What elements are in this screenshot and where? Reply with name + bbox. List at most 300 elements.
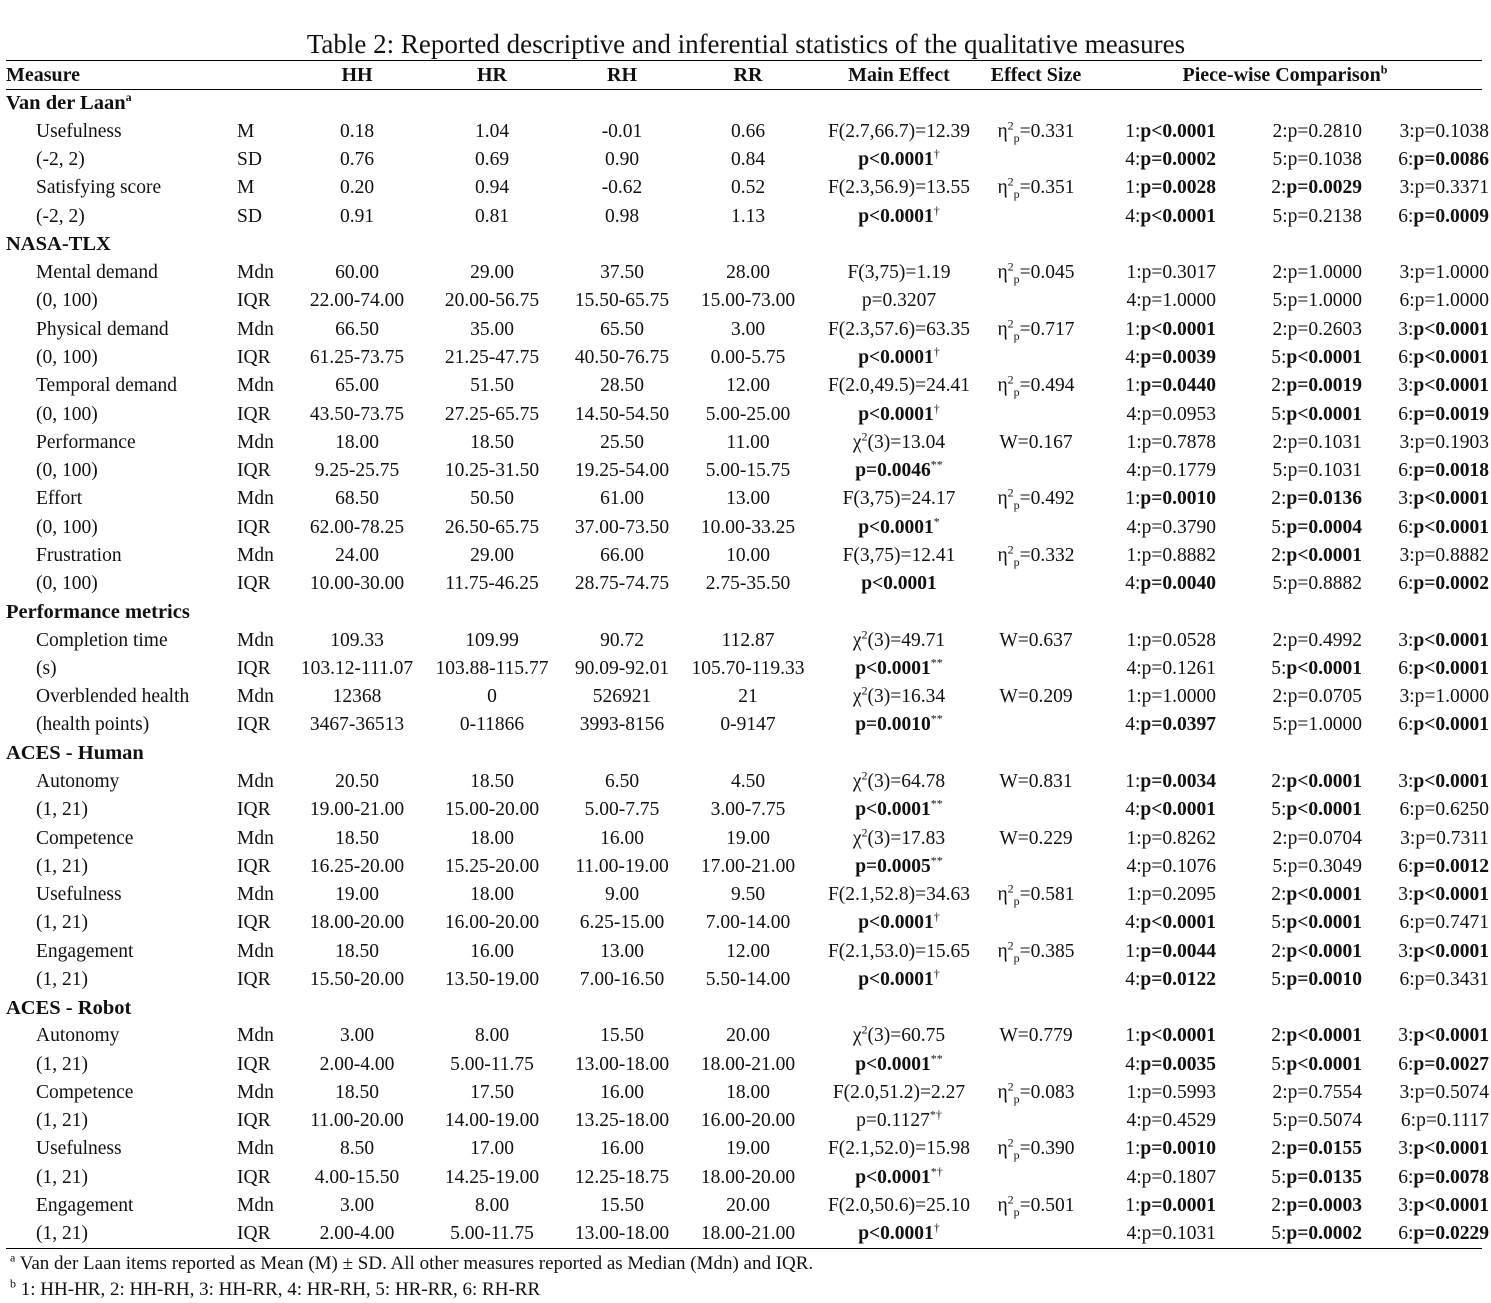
comparison-2 (1216, 1138, 1362, 1160)
comparison-index: 4: (1125, 347, 1141, 369)
main-effect-value: (3)=64.78 (867, 771, 946, 792)
comparison-p-value: p<0.0001 (1286, 799, 1362, 821)
comparison-1 (1088, 488, 1216, 510)
comparison-index: 6: (1398, 149, 1414, 171)
value-cell-hr: 13.50-19.00 (444, 968, 540, 990)
comparison-index: 1: (1125, 1025, 1141, 1047)
comparison-2 (1216, 686, 1362, 708)
table-row (6, 1079, 1482, 1107)
comparison-4 (1088, 1223, 1216, 1245)
value-cell-rr: 18.00-20.00 (700, 1166, 796, 1188)
comparison-index: 1: (1125, 177, 1141, 199)
piecewise-cell (1088, 1051, 1489, 1079)
effect-size-cell (984, 655, 1088, 683)
significance-mark: * (933, 514, 940, 529)
eta-subscript: p (1013, 328, 1020, 343)
comparison-p-value: p=0.0019 (1286, 375, 1362, 397)
table-row (6, 542, 1482, 570)
comparison-index: 6: (1399, 799, 1415, 821)
comparison-p-value: p=0.0009 (1413, 205, 1489, 227)
comparison-2 (1216, 262, 1362, 284)
comparison-5 (1216, 347, 1362, 369)
value-cell-rh: 90.72 (600, 629, 644, 651)
stat-type-cell: Mdn (237, 262, 274, 284)
measure-cell: Performance (36, 431, 136, 453)
comparison-1 (1088, 319, 1216, 341)
main-effect-value: F(2.1,53.0)=15.65 (827, 940, 971, 962)
comparison-p-value: p<0.0001 (1286, 347, 1362, 369)
comparison-4 (1088, 714, 1216, 736)
section-title-text: NASA-TLX (6, 233, 111, 256)
comparison-index: 2: (1271, 177, 1287, 199)
piecewise-cell (1088, 174, 1489, 202)
comparison-1 (1088, 1195, 1216, 1217)
main-effect-cell (814, 768, 984, 796)
comparison-index: 1: (1126, 686, 1142, 708)
effect-size-cell (984, 1079, 1088, 1107)
comparison-index: 5: (1271, 347, 1287, 369)
comparison-p-value: p=0.5074 (1414, 1081, 1489, 1103)
eta-equals: = (1019, 318, 1031, 340)
comparison-index: 3: (1398, 1194, 1414, 1216)
value-cell-rr: 10.00-33.25 (700, 516, 796, 538)
comparison-4 (1088, 517, 1216, 539)
comparison-index: 3: (1398, 629, 1414, 651)
comparison-p-value: p=0.8882 (1141, 544, 1216, 566)
table-body (6, 90, 1489, 1249)
value-cell-hh: 65.00 (335, 375, 379, 397)
comparison-4 (1088, 1167, 1216, 1189)
value-cell-hr: 18.00 (470, 827, 514, 849)
chi-square-symbol: χ (852, 827, 862, 849)
table-row (6, 485, 1482, 513)
value-cell-rh: 16.00 (600, 1138, 644, 1160)
comparison-index: 3: (1399, 177, 1415, 199)
comparison-p-value: p=0.0019 (1413, 403, 1489, 425)
comparison-index: 1: (1126, 629, 1142, 651)
comparison-p-value: p=0.2095 (1141, 884, 1216, 906)
main-effect-cell (814, 683, 984, 711)
stat-type-cell: IQR (237, 912, 271, 934)
table-row (6, 457, 1482, 485)
table-row (6, 1164, 1482, 1192)
effect-size-cell (984, 627, 1088, 655)
measure-cell: Engagement (36, 1194, 134, 1216)
comparison-p-value: p<0.0001 (1286, 657, 1362, 679)
chi-square-exponent: 2 (861, 429, 868, 444)
main-effect-cell (814, 1051, 984, 1079)
table-footnotes (6, 1251, 1482, 1303)
comparison-p-value: p=0.8882 (1414, 544, 1489, 566)
value-cell-hr: 16.00 (470, 940, 514, 962)
comparison-3 (1362, 828, 1489, 850)
section-title (6, 740, 1482, 768)
comparison-p-value: p<0.0001 (1140, 799, 1216, 821)
comparison-index: 2: (1271, 488, 1287, 510)
comparison-6 (1362, 714, 1489, 736)
value-cell-hr: 15.00-20.00 (444, 799, 540, 821)
stat-type-cell: IQR (237, 855, 271, 877)
piecewise-cell (1088, 259, 1489, 287)
table-row (6, 655, 1482, 683)
comparison-p-value: p=0.3790 (1141, 516, 1216, 538)
value-cell-rh: 6.50 (604, 771, 640, 792)
value-cell-rr: 20.00 (726, 1194, 770, 1216)
main-effect-cell (814, 937, 984, 965)
comparison-p-value: p=0.0044 (1140, 940, 1216, 962)
value-cell-rr: 2.75-35.50 (705, 573, 791, 595)
value-cell-rh: 13.25-18.00 (574, 1110, 670, 1132)
eta-symbol: η (997, 544, 1008, 566)
comparison-3 (1362, 488, 1489, 510)
footnote-mark: a (10, 1250, 16, 1265)
eta-symbol: η (997, 488, 1008, 510)
comparison-index: 2: (1272, 318, 1288, 340)
comparison-p-value: p<0.0001 (1140, 120, 1216, 142)
main-effect-value: p<0.0001 (855, 657, 931, 679)
comparison-p-value: p=0.8262 (1141, 827, 1216, 849)
comparison-p-value: p=1.0000 (1141, 686, 1216, 708)
effect-size-cell (984, 1051, 1088, 1079)
section-row (6, 598, 1482, 626)
measure-cell: Physical demand (36, 318, 169, 340)
comparison-p-value: p=0.6250 (1414, 799, 1489, 821)
stat-type-cell: IQR (237, 1166, 271, 1188)
comparison-p-value: p=0.0078 (1413, 1166, 1489, 1188)
comparison-index: 6: (1398, 460, 1414, 482)
comparison-p-value: p=1.0000 (1141, 290, 1216, 312)
comparison-p-value: p=0.0440 (1140, 375, 1216, 397)
eta-exponent: 2 (1007, 1135, 1014, 1150)
main-effect-cell (814, 259, 984, 287)
piecewise-cell (1088, 344, 1489, 372)
comparison-index: 5: (1271, 912, 1287, 934)
measure-cell: Usefulness (36, 884, 122, 906)
comparison-index: 2: (1271, 1025, 1287, 1047)
main-effect-cell (814, 316, 984, 344)
comparison-index: 5: (1271, 1053, 1287, 1075)
comparison-index: 5: (1272, 855, 1288, 877)
footnote-text: 1: HH-HR, 2: HH-RH, 3: HH-RR, 4: HR-RH, 5: HR-RR, 6: RH-RR (20, 1278, 541, 1300)
comparison-index: 4: (1126, 290, 1142, 312)
effect-size-value: W=0.637 (999, 629, 1073, 651)
piecewise-cell (1088, 1220, 1489, 1248)
comparison-6 (1362, 206, 1489, 228)
effect-size-cell (984, 796, 1088, 824)
comparison-p-value: p=0.8882 (1287, 573, 1362, 595)
eta-exponent: 2 (1007, 316, 1014, 331)
value-cell-rr: 0-9147 (720, 714, 776, 736)
main-effect-value: F(3,75)=24.17 (842, 488, 956, 510)
comparison-1 (1088, 375, 1216, 397)
comparison-p-value: p=0.0040 (1140, 573, 1216, 595)
stat-type-cell: IQR (237, 714, 271, 736)
comparison-index: 5: (1271, 657, 1287, 679)
piecewise-cell (1088, 146, 1489, 174)
value-cell-hh: 0.18 (339, 120, 375, 142)
piecewise-cell (1088, 400, 1489, 428)
value-cell-hh: 103.12-111.07 (300, 657, 414, 679)
measure-cell: (1, 21) (36, 1053, 88, 1075)
main-effect-value: F(2.3,57.6)=63.35 (827, 318, 971, 340)
main-effect-value: p<0.0001 (855, 1166, 931, 1188)
comparison-p-value: p<0.0001 (1413, 375, 1489, 397)
value-cell-hh: 18.50 (335, 1081, 379, 1103)
comparison-2 (1216, 375, 1362, 397)
comparison-p-value: p<0.0001 (1140, 318, 1216, 340)
main-effect-value: p<0.0001 (861, 573, 937, 595)
effect-size-cell (984, 881, 1088, 909)
comparison-p-value: p<0.0001 (1286, 912, 1362, 934)
measure-cell: (0, 100) (36, 573, 98, 595)
piecewise-cell (1088, 372, 1489, 400)
piecewise-cell (1088, 513, 1489, 541)
stat-type-cell: Mdn (237, 686, 274, 708)
comparison-1 (1088, 121, 1216, 143)
piecewise-cell (1088, 118, 1489, 146)
effect-size-cell (984, 1107, 1088, 1135)
section-row (6, 231, 1482, 259)
comparison-index: 2: (1272, 431, 1288, 453)
value-cell-rh: 0.98 (604, 205, 640, 227)
eta-equals: = (1019, 940, 1031, 962)
main-effect-cell (814, 400, 984, 428)
comparison-index: 5: (1271, 403, 1287, 425)
comparison-p-value: p<0.0001 (1413, 714, 1489, 736)
value-cell-hr: 14.25-19.00 (444, 1166, 540, 1188)
comparison-p-value: p=0.4992 (1287, 629, 1362, 651)
comparison-index: 5: (1271, 1166, 1287, 1188)
section-title (6, 598, 1482, 626)
comparison-p-value: p=0.0010 (1140, 1138, 1216, 1160)
comparison-6 (1362, 1054, 1489, 1076)
value-cell-hr: 29.00 (470, 262, 514, 284)
stat-type-cell: IQR (237, 1053, 271, 1075)
comparison-index: 5: (1272, 149, 1288, 171)
value-cell-rr: 112.87 (721, 629, 775, 651)
comparison-6 (1362, 1223, 1489, 1245)
comparison-p-value: p=0.0705 (1287, 686, 1362, 708)
stat-type-cell: IQR (237, 516, 271, 538)
value-cell-hr: 26.50-65.75 (444, 516, 540, 538)
value-cell-rr: 1.13 (730, 205, 766, 227)
main-effect-value: (3)=16.34 (867, 686, 946, 708)
header-hr: HR (422, 61, 562, 90)
comparison-index: 1: (1125, 771, 1141, 792)
measure-cell: Temporal demand (36, 375, 178, 397)
stat-type-cell: IQR (236, 1220, 292, 1248)
piecewise-cell (1088, 542, 1489, 570)
value-cell-rh: 6.25-15.00 (579, 912, 665, 934)
comparison-index: 5: (1272, 460, 1288, 482)
value-cell-rh: 15.50 (600, 1025, 644, 1047)
comparison-p-value: p=0.7311 (1415, 827, 1489, 849)
table-row (6, 937, 1482, 965)
value-cell-hr: 18.50 (470, 771, 514, 792)
value-cell-hr: 8.00 (474, 1194, 510, 1216)
comparison-p-value: p=0.0155 (1286, 1138, 1362, 1160)
eta-equals: = (1019, 884, 1031, 906)
value-cell-hr: 50.50 (470, 488, 514, 510)
stat-type-cell: IQR (237, 573, 271, 595)
comparison-p-value: p=0.1031 (1287, 460, 1362, 482)
eta-equals: = (1019, 1138, 1031, 1160)
main-effect-cell (814, 457, 984, 485)
comparison-6 (1362, 404, 1489, 426)
value-cell-rr: 10.00 (726, 544, 770, 566)
comparison-p-value: p<0.0001 (1413, 771, 1489, 792)
main-effect-value: p=0.0010 (855, 714, 931, 736)
comparison-p-value: p=1.0000 (1287, 262, 1362, 284)
main-effect-value: p<0.0001 (855, 799, 931, 821)
comparison-p-value: p=0.0010 (1140, 488, 1216, 510)
stat-type-cell: Mdn (237, 940, 274, 962)
eta-symbol: η (997, 1138, 1008, 1160)
value-cell-hr: 1.04 (474, 120, 510, 142)
value-cell-hh: 61.25-73.75 (309, 347, 405, 369)
main-effect-value: F(2.7,66.7)=12.39 (827, 120, 971, 142)
value-cell-hr: 0.94 (474, 177, 510, 199)
value-cell-hr: 10.25-31.50 (444, 460, 540, 482)
value-cell-hh: 2.00-4.00 (319, 1053, 395, 1075)
comparison-p-value: p<0.0001 (1413, 1194, 1489, 1216)
comparison-p-value: p=0.0135 (1286, 1166, 1362, 1188)
table-row (6, 1135, 1482, 1163)
piecewise-cell (1088, 485, 1489, 513)
comparison-6 (1362, 912, 1489, 934)
value-cell-rh: 13.00 (600, 940, 644, 962)
header-piecewise (1088, 61, 1482, 90)
comparison-index: 4: (1125, 1053, 1141, 1075)
comparison-3 (1362, 686, 1489, 708)
comparison-index: 6: (1398, 516, 1414, 538)
stat-type-cell: Mdn (237, 827, 274, 849)
value-cell-rr: 18.00-21.00 (682, 1220, 814, 1248)
value-cell-rr: 105.70-119.33 (691, 657, 805, 679)
main-effect-value: p=0.0005 (855, 855, 931, 877)
measure-cell: Overblended health (36, 686, 190, 708)
section-title (6, 231, 1482, 259)
value-cell-hr: 5.00-11.75 (450, 1053, 534, 1075)
eta-symbol: η (997, 262, 1008, 284)
table-row (6, 683, 1482, 711)
main-effect-value: (3)=60.75 (867, 1025, 946, 1047)
comparison-1 (1088, 941, 1216, 963)
main-effect-value: F(2.0,49.5)=24.41 (827, 375, 971, 397)
stat-type-cell: SD (237, 149, 262, 171)
significance-mark: ** (930, 796, 943, 811)
value-cell-rh: 0.90 (604, 149, 640, 171)
comparison-6 (1362, 347, 1489, 369)
comparison-4 (1088, 856, 1216, 878)
value-cell-hr: 0.81 (474, 205, 510, 227)
main-effect-cell (814, 485, 984, 513)
main-effect-cell (814, 824, 984, 852)
main-effect-cell (814, 513, 984, 541)
value-cell-hh: 11.00-20.00 (310, 1110, 404, 1132)
comparison-index: 1: (1125, 1138, 1141, 1160)
effect-size-value: W=0.209 (999, 686, 1073, 708)
table-row (6, 1022, 1482, 1050)
comparison-index: 3: (1398, 940, 1414, 962)
main-effect-cell (814, 853, 984, 881)
value-cell-hh: 20.50 (335, 771, 379, 792)
main-effect-cell (814, 570, 984, 598)
main-effect-value: p<0.0001 (858, 205, 934, 227)
comparison-6 (1362, 290, 1489, 312)
header-piecewise-label: Piece-wise Comparison (1182, 63, 1381, 86)
effect-size-value: 0.390 (1030, 1138, 1075, 1160)
table-row (6, 400, 1482, 428)
main-effect-cell (814, 542, 984, 570)
measure-cell: (0, 100) (36, 290, 98, 312)
footnote (10, 1277, 1482, 1303)
value-cell-rr: 12.00 (726, 375, 770, 397)
stat-type-cell: IQR (237, 460, 271, 482)
comparison-index: 3: (1400, 827, 1416, 849)
chi-square-symbol: χ (852, 771, 862, 792)
piecewise-cell (1088, 853, 1489, 881)
comparison-3 (1362, 884, 1489, 906)
comparison-index: 3: (1398, 1138, 1414, 1160)
comparison-p-value: p<0.0001 (1286, 403, 1362, 425)
value-cell-hh: 68.50 (335, 488, 379, 510)
comparison-3 (1362, 177, 1489, 199)
effect-size-cell (984, 683, 1088, 711)
piecewise-cell (1088, 1164, 1489, 1192)
value-cell-hh: 16.25-20.00 (309, 855, 405, 877)
comparison-index: 5: (1271, 799, 1287, 821)
comparison-index: 3: (1398, 771, 1414, 792)
value-cell-rh: 37.00-73.50 (574, 516, 670, 538)
value-cell-hh: 4.00-15.50 (314, 1166, 400, 1188)
eta-equals: = (1019, 375, 1031, 397)
value-cell-hr: 0-11866 (459, 714, 525, 736)
comparison-p-value: p<0.0001 (1413, 1138, 1489, 1160)
comparison-4 (1088, 1110, 1216, 1132)
value-cell-hr: 15.25-20.00 (444, 855, 540, 877)
effect-size-value: 0.385 (1030, 940, 1075, 962)
comparison-p-value: p=0.0012 (1413, 855, 1489, 877)
main-effect-value: (3)=17.83 (867, 827, 946, 849)
chi-square-exponent: 2 (861, 768, 868, 783)
comparison-p-value: p=0.5993 (1141, 1081, 1216, 1103)
comparison-p-value: p=0.1261 (1141, 657, 1216, 679)
effect-size-cell (984, 909, 1088, 937)
value-cell-rr: 17.00-21.00 (700, 855, 796, 877)
comparison-p-value: p=0.0528 (1141, 629, 1216, 651)
piecewise-cell (1088, 909, 1489, 937)
comparison-p-value: p=0.2138 (1287, 205, 1362, 227)
comparison-2 (1216, 884, 1362, 906)
value-cell-hh: 24.00 (335, 544, 379, 566)
comparison-5 (1216, 714, 1362, 736)
effect-size-cell (984, 853, 1088, 881)
comparison-6 (1362, 149, 1489, 171)
main-effect-value: F(2.1,52.0)=15.98 (827, 1138, 971, 1160)
comparison-3 (1362, 319, 1489, 341)
comparison-p-value: p=0.0028 (1140, 177, 1216, 199)
main-effect-cell (814, 118, 984, 146)
eta-symbol: η (997, 940, 1008, 962)
comparison-p-value: p=0.1031 (1287, 431, 1362, 453)
main-effect-cell (814, 909, 984, 937)
measure-cell: (0, 100) (36, 403, 98, 425)
value-cell-rr: 19.00 (726, 827, 770, 849)
value-cell-hr: 35.00 (470, 318, 514, 340)
section-footnote-mark: a (125, 90, 132, 105)
comparison-5 (1216, 658, 1362, 680)
